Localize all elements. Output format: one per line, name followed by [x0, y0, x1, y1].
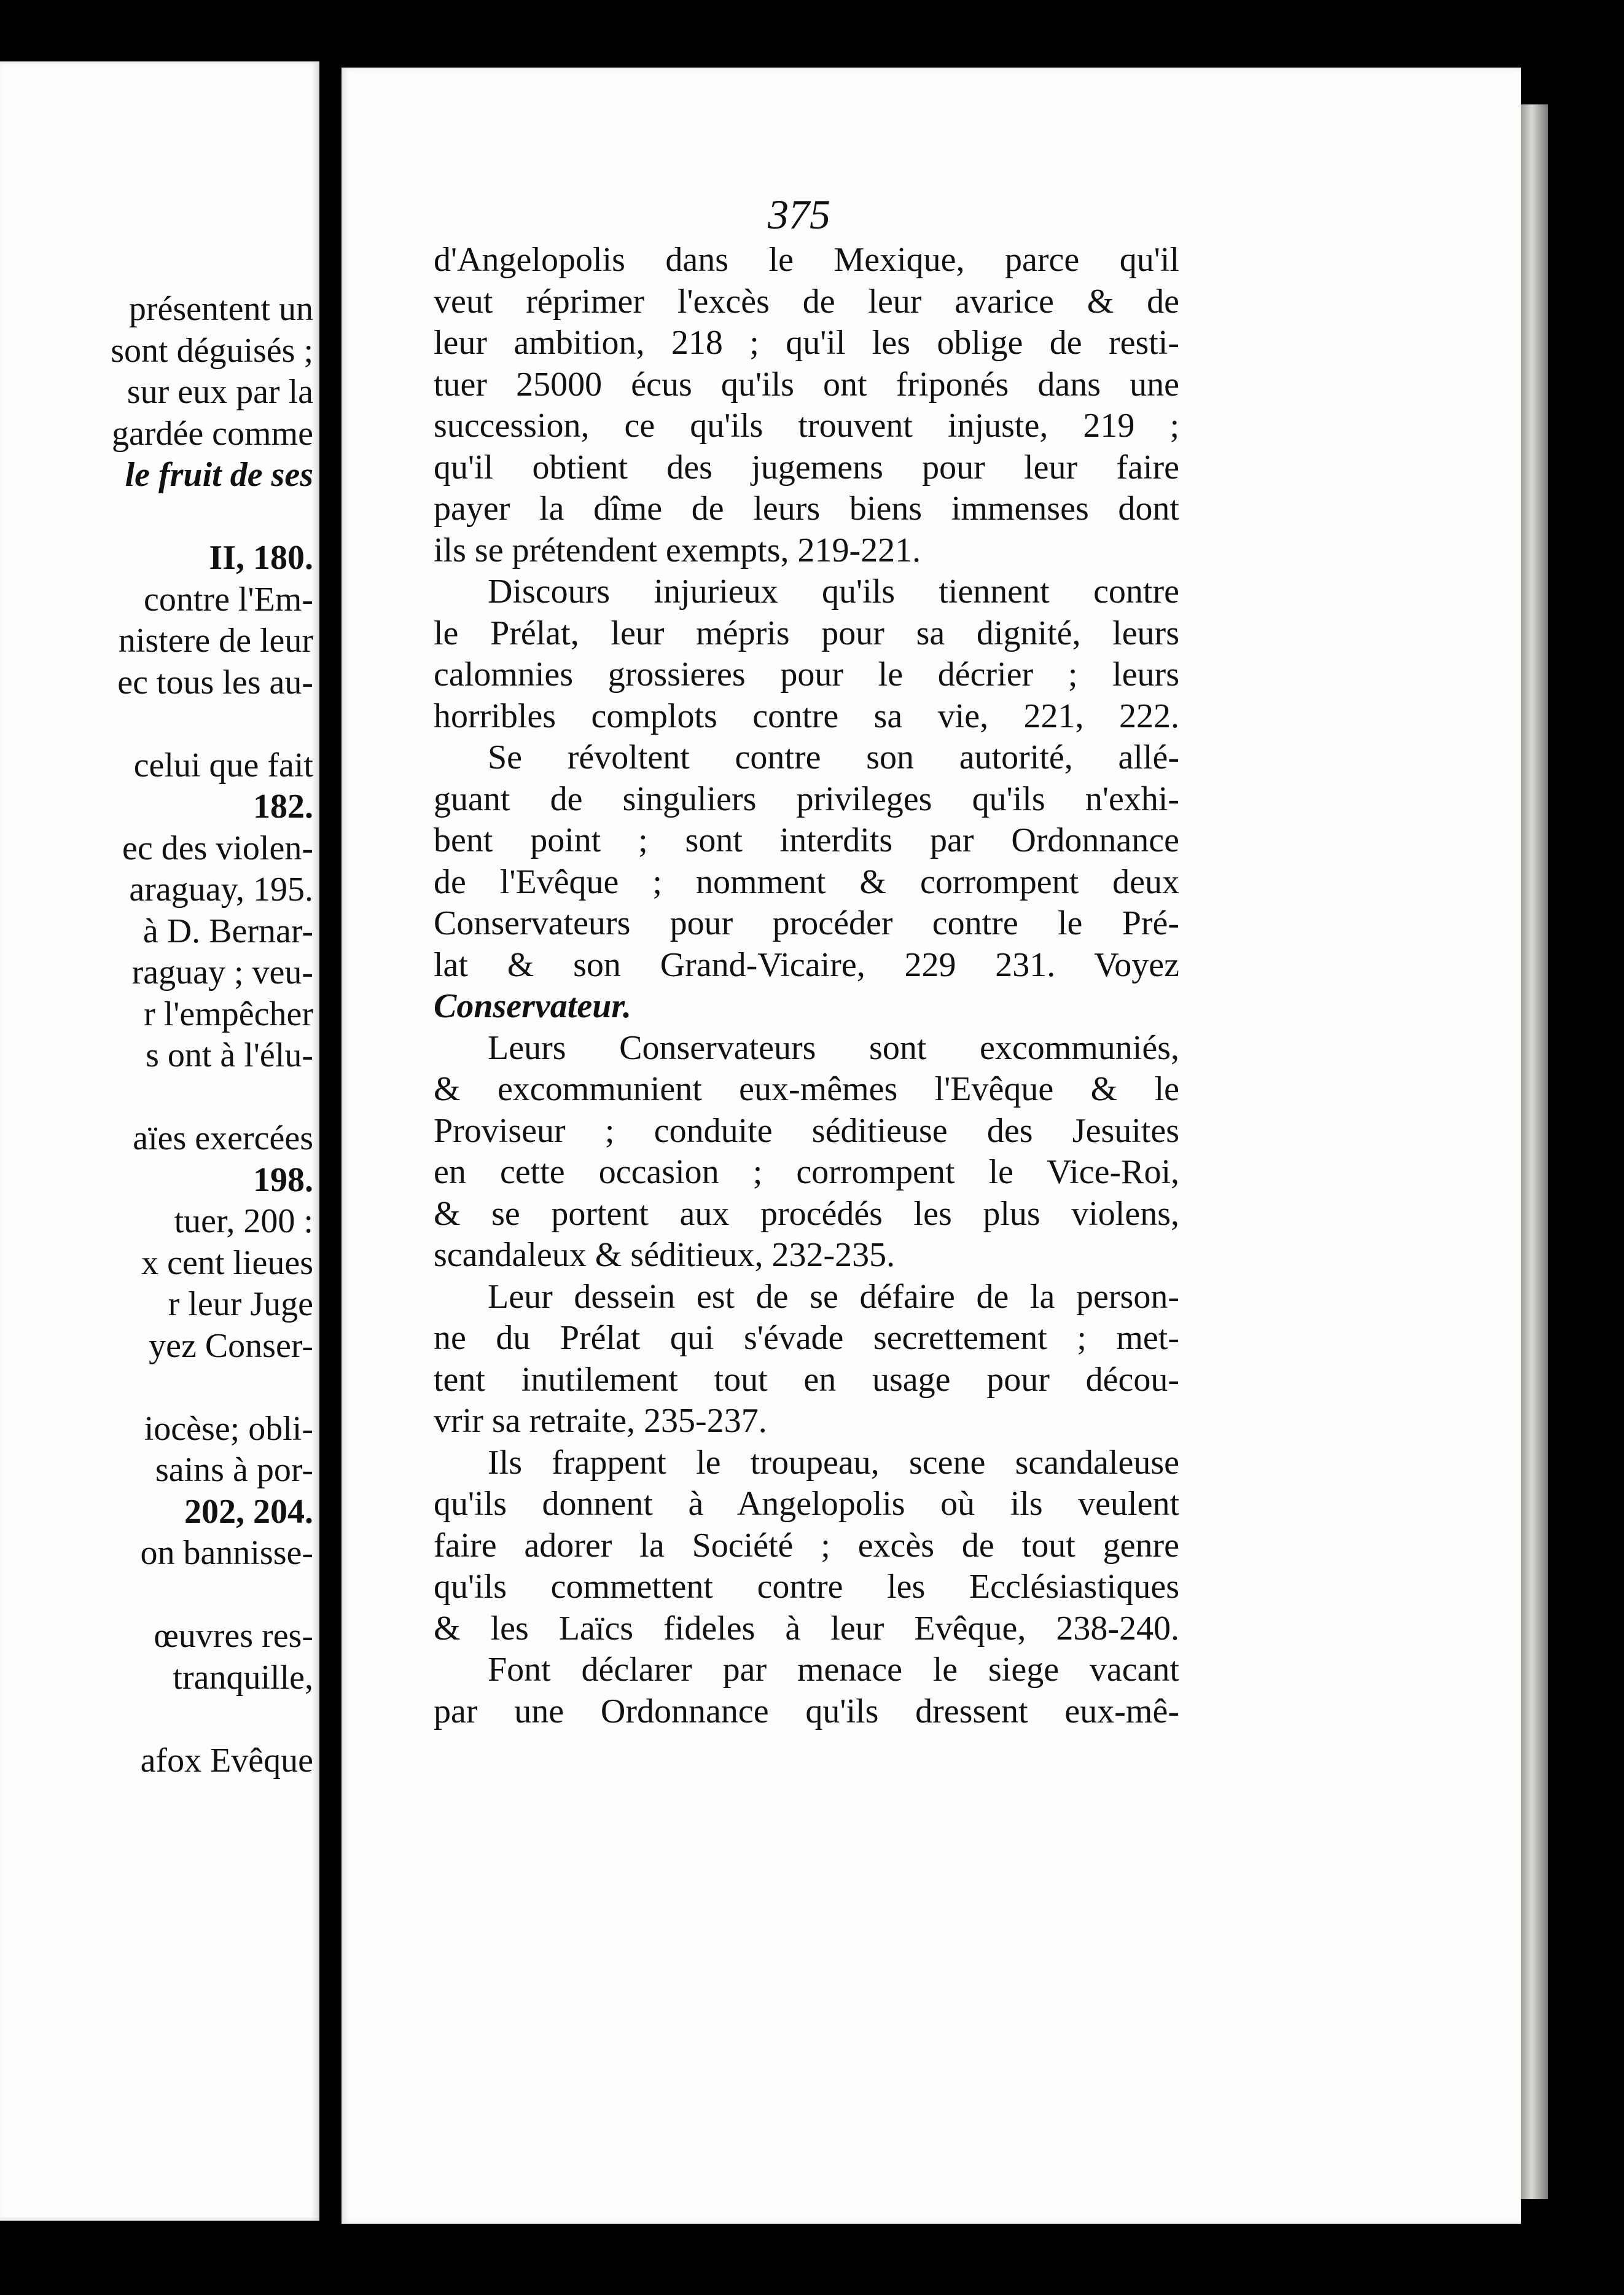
text-line: en cette occasion ; corrompent le Vice-Roi,: [434, 1153, 1179, 1191]
text-line: calomnies grossieres pour le décrier ; leurs: [434, 655, 1179, 694]
page-number: 375: [768, 191, 830, 238]
text-line: tuer 25000 écus qu'ils ont friponés dans une: [434, 365, 1179, 404]
text-line: de l'Evêque ; nomment & corrompent deux: [434, 862, 1179, 901]
text-line: le Prélat, leur mépris pour sa dignité, leurs: [434, 614, 1179, 652]
text-line: œuvres res-: [154, 1617, 313, 1655]
text-line: aïes exercées: [133, 1119, 313, 1157]
text-line: Proviseur ; conduite séditieuse des Jesuites: [434, 1111, 1179, 1150]
text-line: Se révoltent contre son autorité, allé-: [488, 738, 1179, 776]
text-line: d'Angelopolis dans le Mexique, parce qu'il: [434, 241, 1179, 279]
text-line: & les Laïcs fideles à leur Evêque, 238-240.: [434, 1609, 1179, 1648]
text-line: Conservateur.: [434, 987, 632, 1025]
text-line: payer la dîme de leurs biens immenses dont: [434, 490, 1179, 528]
text-line: qu'ils donnent à Angelopolis où ils veulent: [434, 1485, 1179, 1523]
text-line: & se portent aux procédés les plus violens,: [434, 1194, 1179, 1233]
text-line: 198.: [253, 1160, 313, 1199]
text-line: II, 180.: [209, 539, 313, 577]
book-gutter: [319, 61, 342, 2221]
text-line: succession, ce qu'ils trouvent injuste, 219 ;: [434, 407, 1179, 445]
text-line: tuer, 200 :: [174, 1202, 313, 1240]
text-line: ne du Prélat qui s'évade secrettement ; met-: [434, 1319, 1179, 1357]
text-line: à D. Bernar-: [142, 912, 313, 950]
text-line: ils se prétendent exempts, 219-221.: [434, 531, 921, 569]
text-line: ec des violen-: [122, 829, 313, 867]
text-line: contre l'Em-: [144, 580, 313, 619]
text-line: Conservateurs pour procéder contre le Pré-: [434, 904, 1179, 942]
text-line: sur eux par la: [127, 373, 313, 411]
text-line: [0, 703, 313, 745]
text-line: s ont à l'élu-: [146, 1036, 313, 1074]
text-line: qu'il obtient des jugemens pour leur faire: [434, 448, 1179, 487]
text-line: celui que fait: [133, 746, 313, 784]
text-line: araguay, 195.: [129, 870, 313, 909]
text-line: [0, 496, 313, 538]
text-line: [0, 1367, 313, 1409]
text-line: guant de singuliers privileges qu'ils n'exhi-: [434, 780, 1179, 818]
text-line: [0, 1077, 313, 1119]
text-line: Font déclarer par menace le siege vacant: [488, 1651, 1179, 1689]
text-line: iocèse; obli-: [144, 1409, 313, 1448]
text-line: 182.: [253, 788, 313, 826]
text-line: Ils frappent le troupeau, scene scandaleuse: [488, 1443, 1179, 1482]
text-line: x cent lieues: [141, 1243, 313, 1282]
text-line: leur ambition, 218 ; qu'il les oblige de resti-: [434, 324, 1179, 362]
text-line: on bannisse-: [140, 1534, 313, 1572]
text-line: lat & son Grand-Vicaire, 229 231. Voyez: [434, 945, 1179, 984]
text-line: tranquille,: [173, 1658, 313, 1697]
text-line: par une Ordonnance qu'ils dressent eux-mê-: [434, 1692, 1179, 1730]
text-line: scandaleux & séditieux, 232-235.: [434, 1236, 896, 1274]
text-line: sains à por-: [155, 1451, 313, 1489]
text-line: tent inutilement tout en usage pour décou-: [434, 1360, 1179, 1399]
text-line: r l'empêcher: [144, 995, 313, 1033]
text-line: [0, 1574, 313, 1616]
text-line: Leurs Conservateurs sont excommuniés,: [488, 1028, 1179, 1067]
text-line: raguay ; veu-: [131, 953, 313, 991]
text-line: 202, 204.: [184, 1492, 313, 1531]
left-page: [0, 61, 319, 2221]
text-line: gardée comme: [111, 414, 313, 453]
text-line: ec tous les au-: [117, 663, 313, 702]
text-line: bent point ; sont interdits par Ordonnance: [434, 821, 1179, 859]
text-line: qu'ils commettent contre les Ecclésiastiques: [434, 1568, 1179, 1606]
text-line: [0, 1699, 313, 1740]
right-page-text: [434, 240, 1179, 1732]
text-line: le fruit de ses: [125, 456, 313, 494]
text-line: r leur Juge: [168, 1285, 313, 1323]
text-line: sont déguisés ;: [111, 331, 313, 370]
left-page-text: [0, 289, 313, 1781]
text-line: présentent un: [128, 290, 313, 328]
text-line: vrir sa retraite, 235-237.: [434, 1402, 767, 1440]
text-line: veut réprimer l'excès de leur avarice & de: [434, 282, 1179, 321]
text-line: yez Conser-: [149, 1326, 313, 1365]
text-line: nistere de leur: [118, 622, 313, 660]
page-edge: [1521, 104, 1548, 2199]
text-line: afox Evêque: [140, 1741, 313, 1780]
text-line: Leur dessein est de se défaire de la person-: [488, 1277, 1179, 1316]
text-line: & excommunient eux-mêmes l'Evêque & le: [434, 1070, 1179, 1108]
text-line: faire adorer la Société ; excès de tout genre: [434, 1526, 1179, 1565]
text-line: Discours injurieux qu'ils tiennent contre: [488, 573, 1179, 611]
text-line: horribles complots contre sa vie, 221, 222.: [434, 697, 1179, 735]
